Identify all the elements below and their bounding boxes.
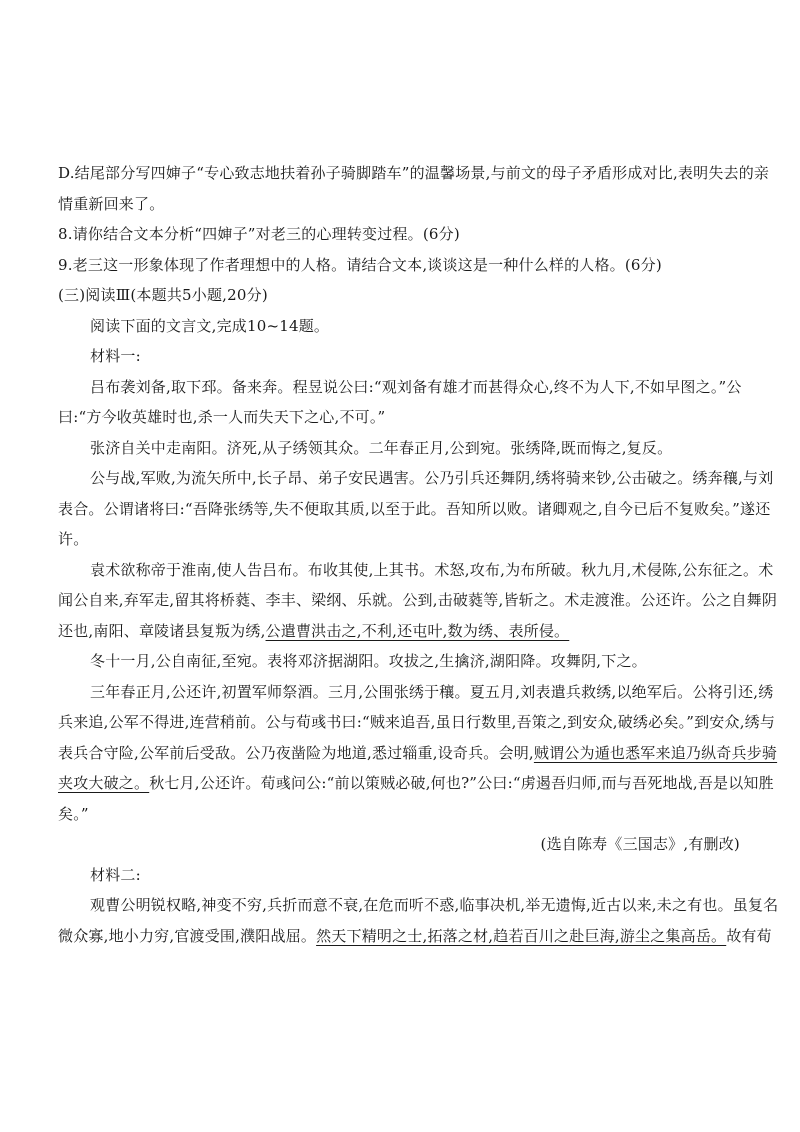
- underlined-passage-3: 然天下精明之士,拓落之材,趋若百川之赴巨海,游尘之集高岳。: [316, 926, 727, 945]
- material-1-para-2: 张济自关中走南阳。济死,从子绣领其众。二年春正月,公到宛。张绣降,既而悔之,复反。: [90, 438, 673, 457]
- question-8: 8.请你结合文本分析“四婶子”对老三的心理转变过程。(6分): [58, 225, 460, 243]
- material-1-para-4-line-2: 闻公自来,弃军走,留其将桥蕤、李丰、梁纲、乐就。公到,击破蕤等,皆斩之。术走渡淮。公还许。公之自舞阴: [58, 591, 778, 609]
- material-1-para-6-line-1: 三年春正月,公还许,初置军师祭酒。三月,公围张绣于穰。夏五月,刘表遣兵救绣,以绝军后。公将引还,绣: [90, 682, 774, 701]
- exam-text-body: [58, 158, 779, 951]
- material-1-title: 材料一:: [90, 347, 141, 365]
- material-1-para-6-line-2: 兵来追,公军不得进,连营稍前。公与荀彧书曰:“贼来追吾,虽日行数里,吾策之,到安众,破绣必矣。”到安众,绣与: [58, 713, 776, 731]
- material-1-para-3-line-1: 公与战,军败,为流矢所中,长子昂、弟子安民遇害。公乃引兵还舞阴,绣将骑来钞,公击破之。绣奔穰,与刘: [90, 469, 774, 487]
- plain-text: 微众寡,地小力穷,官渡受围,濮阳战屈。: [58, 926, 317, 945]
- underlined-passage-1: 公遣曹洪击之,不利,还屯叶,数为绣、表所侵。: [265, 621, 570, 640]
- plain-text: 还也,南阳、章陵诸县复叛为绣,: [58, 621, 266, 640]
- material-1-para-6-line-3: [58, 738, 778, 769]
- section-3-heading: (三)阅读Ⅲ(本题共5小题,20分): [58, 286, 268, 304]
- material-1-para-6-line-4: [58, 768, 774, 799]
- material-1-para-3-line-2: 表合。公谓诸将曰:“吾降张绣等,失不便取其质,以至于此。吾知所以败。诸卿观之,自今已后不复败矣。”遂还: [58, 499, 771, 518]
- material-1-para-4-line-3: [58, 616, 748, 647]
- material-1-para-1-line-1: 吕布袭刘备,取下邳。备来奔。程昱说公曰:“观刘备有雄才而甚得众心,终不为人下,不如早图之。”公: [90, 377, 742, 396]
- plain-text: 故有荀: [726, 926, 772, 945]
- material-2-title: 材料二:: [90, 865, 141, 884]
- material-1-para-3-line-3: 许。: [58, 530, 89, 548]
- material-1-para-4-line-1: 袁术欲称帝于淮南,使人告吕布。布收其使,上其书。术怒,攻布,为布所破。秋九月,术侵陈,公东征之。术: [90, 560, 774, 579]
- reading-instruction: 阅读下面的文言文,完成10~14题。: [90, 316, 330, 335]
- plain-text: 秋七月,公还许。荀彧问公:“前以策贼必破,何也?”公曰:“虏遏吾归师,而与吾死地战,吾是以知胜: [149, 774, 774, 792]
- material-1-para-6-line-5: 矣。”: [58, 804, 89, 823]
- source-citation: (选自陈寿《三国志》,有删改): [540, 835, 740, 853]
- material-1-para-5: 冬十一月,公自南征,至宛。表将邓济据湖阳。攻拔之,生擒济,湖阳降。攻舞阴,下之。: [90, 652, 647, 670]
- option-d-line-2: 情重新回来了。: [58, 194, 165, 213]
- option-d-line-1: D.结尾部分写四婶子“专心致志地扶着孙子骑脚踏车”的温馨场景,与前文的母子矛盾形成对比,表明失去的亲: [58, 164, 770, 182]
- underlined-passage-2-part-2: 夹攻大破之。: [58, 774, 150, 792]
- material-1-para-1-line-2: 曰:“方今收英雄时也,杀一人而失天下之心,不可。”: [58, 408, 386, 426]
- plain-text: 表兵合守险,公军前后受敌。公乃夜凿险为地道,悉过辎重,设奇兵。会明,: [58, 743, 534, 762]
- material-2-para-1-line-1: 观曹公明锐权略,神变不穷,兵折而意不衰,在危而听不惑,临事决机,举无遗悔,近古以来,未之有也。虽复名: [90, 896, 779, 914]
- underlined-passage-2-part-1: 贼谓公为遁也悉军来追乃纵奇兵步骑: [533, 743, 778, 762]
- material-2-para-1-line-2: [58, 921, 772, 952]
- question-9: 9.老三这一形象体现了作者理想中的人格。请结合文本,谈谈这是一种什么样的人格。(6分): [58, 255, 662, 274]
